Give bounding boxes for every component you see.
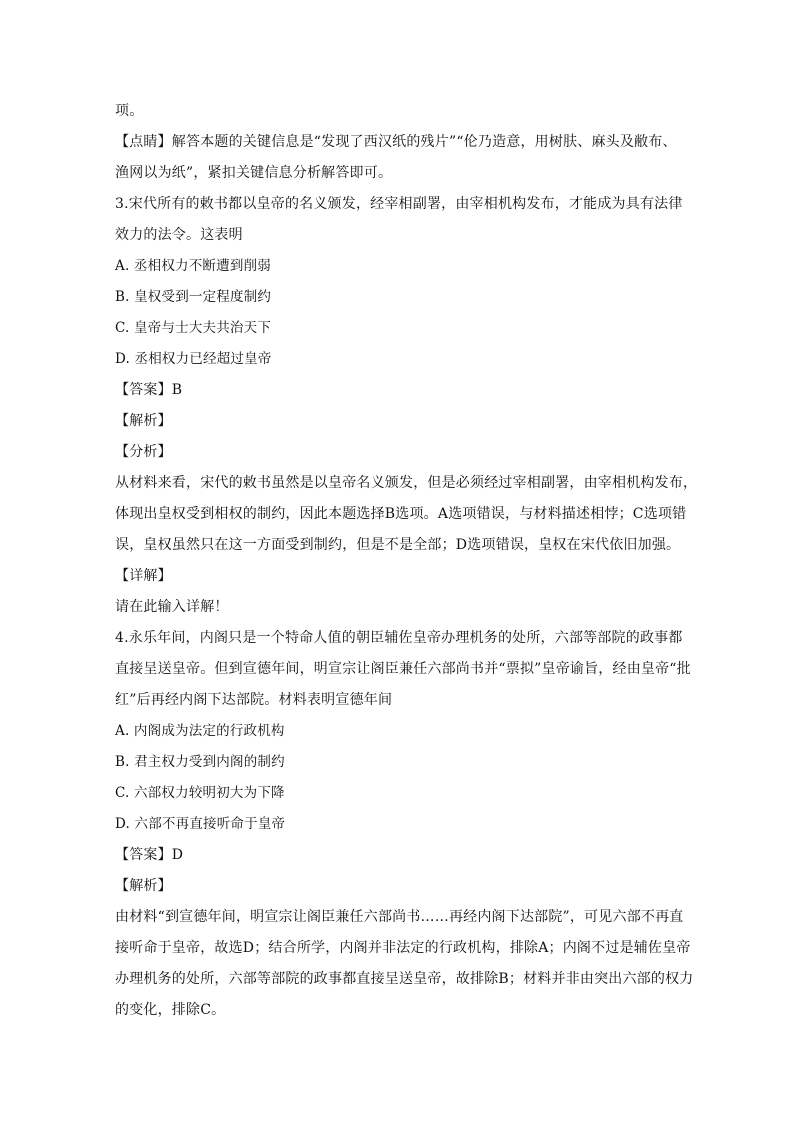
option-c: C. 六部权力较明初大为下降 — [115, 785, 285, 801]
option-a: A. 丞相权力不断遭到削弱 — [115, 258, 271, 274]
option-c: C. 皇帝与士大夫共治天下 — [115, 320, 272, 336]
text-line: 请在此输入详解！ — [115, 599, 229, 615]
analysis-label: 【分析】 — [115, 444, 172, 460]
option-a: A. 内阁成为法定的行政机构 — [115, 723, 285, 739]
text-line: 体现出皇权受到相权的制约，因此本题选择B选项。A选项错误，与材料描述相悖；C选项错 — [115, 506, 687, 522]
text-line: 【点睛】解答本题的关键信息是“发现了西汉纸的残片”“伦乃造意，用树肤、麻头及敝布、 — [115, 134, 677, 150]
analysis-label: 【解析】 — [115, 413, 172, 429]
text-line: 办理机务的处所，六部等部院的政事都直接呈送皇帝，故排除B；材料并非由突出六部的权力 — [115, 971, 694, 987]
question-4-stem: 红”后再经内阁下达部院。材料表明宣德年间 — [115, 692, 393, 708]
text-line: 误，皇权虽然只在这一方面受到制约，但是不是全部；D选项错误，皇权在宋代依旧加强。 — [115, 537, 681, 553]
option-d: D. 丞相权力已经超过皇帝 — [115, 351, 272, 367]
answer-label: 【答案】D — [115, 847, 184, 863]
analysis-label: 【解析】 — [115, 878, 172, 894]
question-3-stem: 3.宋代所有的敕书都以皇帝的名义颁发，经宰相副署，由宰相机构发布，才能成为具有法律 — [115, 196, 683, 212]
document-page — [115, 96, 698, 1026]
text-line: 项。 — [115, 103, 144, 119]
option-b: B. 皇权受到一定程度制约 — [115, 289, 272, 305]
option-b: B. 君主权力受到内阁的制约 — [115, 754, 285, 770]
text-line: 从材料来看，宋代的敕书虽然是以皇帝名义颁发，但是必须经过宰相副署，由宰相机构发布， — [115, 475, 698, 491]
question-4-stem: 4.永乐年间，内阁只是一个特命人值的朝臣辅佐皇帝办理机务的处所，六部等部院的政事都 — [115, 630, 683, 646]
text-line: 的变化，排除C。 — [115, 1002, 226, 1018]
text-line: 渔网以为纸”，紧扣关键信息分析解答即可。 — [115, 165, 393, 181]
text-line: 接听命于皇帝，故选D；结合所学，内阁并非法定的行政机构，排除A；内阁不过是辅佐皇帝 — [115, 940, 691, 956]
answer-label: 【答案】B — [115, 382, 183, 398]
text-line: 由材料“到宣德年间，明宣宗让阁臣兼任六部尚书……再经内阁下达部院”，可见六部不再直 — [115, 909, 684, 925]
question-4-stem: 直接呈送皇帝。但到宣德年间，明宣宗让阁臣兼任六部尚书并“票拟”皇帝谕旨，经由皇帝“批 — [115, 661, 691, 677]
question-3-stem: 效力的法令。这表明 — [115, 227, 243, 243]
option-d: D. 六部不再直接听命于皇帝 — [115, 816, 286, 832]
detail-label: 【详解】 — [115, 568, 172, 584]
